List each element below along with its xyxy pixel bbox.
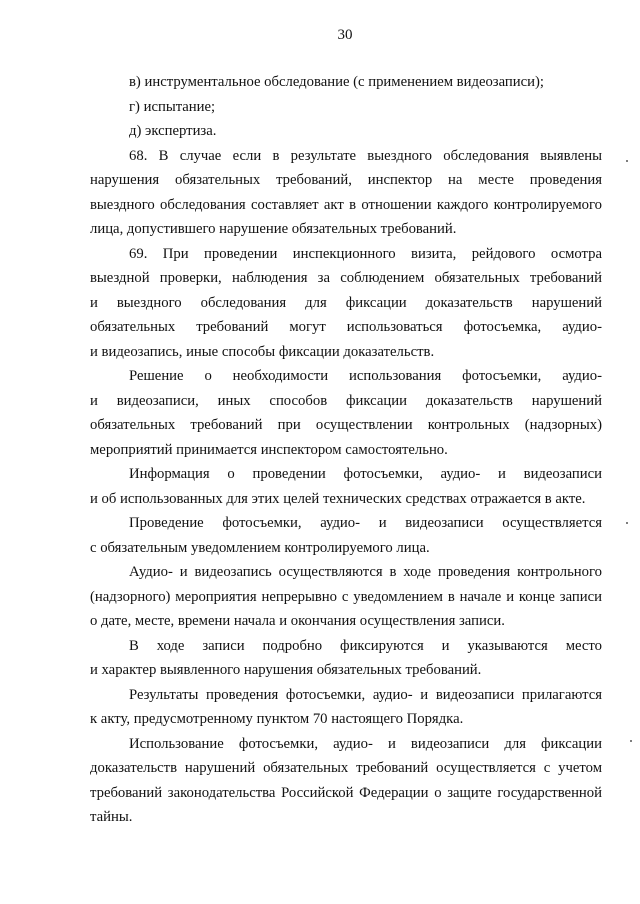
text-line: д) экспертиза. — [129, 123, 217, 139]
text-line: и характер выявленного нарушения обязательных требований. — [90, 662, 482, 678]
text-line: и видеозаписи, иных способов фиксации доказательств нарушений — [90, 392, 602, 409]
text-line: выездного обследования составляет акт в отношении каждого контролируемого — [90, 196, 602, 213]
text-line: Информация о проведении фотосъемки, аудио- и видеозаписи — [129, 466, 602, 482]
paragraph-continuous-recording — [90, 560, 602, 634]
text-line: 68. В случае если в результате выездного обследования выявлены — [129, 147, 602, 164]
text-line: мероприятий принимается инспектором самостоятельно. — [90, 441, 448, 458]
paragraph-results-attached — [90, 683, 602, 732]
text-line: к акту, предусмотренному пунктом 70 настоящего Порядка. — [90, 711, 464, 727]
list-item-v — [90, 70, 602, 95]
text-line: и об использованных для этих целей технических средствах отражается в акте. — [90, 490, 586, 507]
scan-speck — [626, 522, 628, 524]
text-line: обязательных требований при осуществлении контрольных (надзорных) — [90, 417, 602, 433]
text-line: о дате, месте, времени начала и окончания осуществления записи. — [90, 613, 505, 629]
text-line: обязательных требований могут использоваться фотосъемка, аудио- — [90, 319, 602, 335]
text-line: Использование фотосъемки, аудио- и видеозаписи для фиксации — [129, 735, 602, 752]
text-line: требований законодательства Российской Федерации о защите государственной — [90, 784, 602, 801]
paragraph-68 — [90, 144, 602, 242]
text-line: и видеозапись, иные способы фиксации доказательств. — [90, 343, 435, 360]
text-line: (надзорного) мероприятия непрерывно с уведомлением в начале и конце записи — [90, 588, 602, 605]
document-body — [90, 70, 602, 830]
text-line: лица, допустившего нарушение обязательных требований. — [90, 221, 457, 237]
text-line: тайны. — [90, 809, 133, 825]
list-item-d — [90, 119, 602, 144]
scan-speck — [630, 740, 632, 742]
text-line: Результаты проведения фотосъемки, аудио- и видеозаписи прилагаются — [129, 686, 602, 703]
text-line: Проведение фотосъемки, аудио- и видеозаписи осуществляется — [129, 515, 602, 531]
list-item-g — [90, 95, 602, 120]
text-line: нарушения обязательных требований, инспектор на месте проведения — [90, 172, 602, 188]
scan-speck — [626, 160, 628, 162]
text-line: В ходе записи подробно фиксируются и указываются место — [129, 637, 602, 654]
paragraph-decision — [90, 364, 602, 462]
paragraph-notification — [90, 511, 602, 560]
text-line: Решение о необходимости использования фотосъемки, аудио- — [129, 368, 602, 384]
text-line: с обязательным уведомлением контролируемого лица. — [90, 539, 430, 556]
paragraph-information — [90, 462, 602, 511]
text-line: выездной проверки, наблюдения за соблюдением обязательных требований — [90, 270, 602, 286]
paragraph-state-secret — [90, 732, 602, 830]
paragraph-69 — [90, 242, 602, 365]
page-number: 30 — [337, 27, 353, 43]
text-line: г) испытание; — [129, 98, 216, 115]
text-line: и выездного обследования для фиксации доказательств нарушений — [90, 294, 602, 311]
text-line: Аудио- и видеозапись осуществляются в ходе проведения контрольного — [129, 564, 602, 580]
text-line: 69. При проведении инспекционного визита, рейдового осмотра — [129, 245, 602, 262]
text-line: доказательств нарушений обязательных требований осуществляется с учетом — [90, 760, 602, 776]
text-line: в) инструментальное обследование (с применением видеозаписи); — [129, 74, 545, 90]
paragraph-recording-details — [90, 634, 602, 683]
